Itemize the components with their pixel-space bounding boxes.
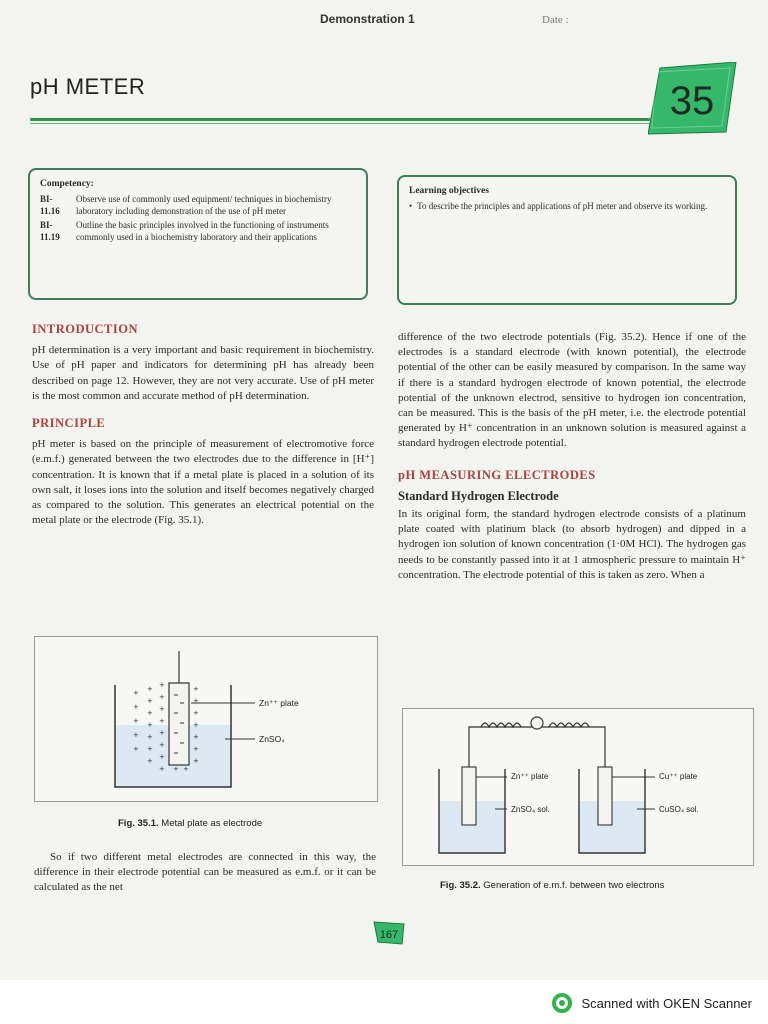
page-number-badge (372, 920, 406, 946)
left-column (32, 322, 374, 528)
fig2-caption-text: Generation of e.m.f. between two electrons (483, 880, 665, 891)
svg-text:+: + (193, 697, 199, 705)
chapter-number: 35 (669, 79, 715, 123)
svg-text:+: + (147, 757, 153, 765)
svg-text:+: + (193, 757, 199, 765)
objective-text: To describe the principles and applications of pH meter and observe its working. (417, 201, 708, 211)
left-bottom-text: So if two different metal electrodes are connected in this way, the difference in their electrode potential can be measured as e.m.f. or it can be calculated as the net (34, 851, 376, 894)
competency-box (28, 168, 368, 300)
svg-text:+: + (193, 733, 199, 741)
svg-text:+: + (183, 765, 189, 773)
emf-diagram (403, 709, 753, 865)
fig2-caption (440, 880, 664, 891)
learning-objectives-heading: Learning objectives (409, 186, 489, 196)
fig2-label-znso4: ZnSO₄ sol. (511, 805, 550, 814)
competency-code: BI-11.16 (40, 194, 60, 216)
electrodes-text: In its original form, the standard hydrogen electrode consists of a platinum plate coated with platinum black (to absorb hydrogen) and dipped in a hydrogen ion solution of known concentration (1·0M HCl). The hydrogen gas needs to be constantly passed into it at 1 atmospheric pressure to maintain H⁺ concentration. The electrode potential of this is taken as zero. When a (398, 508, 746, 581)
svg-text:+: + (133, 717, 139, 725)
svg-text:+: + (159, 765, 165, 773)
scanner-watermark (551, 992, 752, 1014)
introduction-heading: INTRODUCTION (32, 322, 139, 336)
principle-text: pH meter is based on the principle of measurement of electromotive force (e.m.f.) generated between the two electrodes due to the difference in [H⁺] concentration. It is known that if a metal plate is placed in a solution of its own salt, it loses ions into the solution and itself becomes negatively charged as compared to the solution. This generates an electrical potential on the metal plate or the electrode (Fig. 35.1). (32, 438, 374, 527)
competency-code: BI-11.19 (40, 220, 60, 242)
svg-text:+: + (193, 721, 199, 729)
svg-text:+: + (147, 709, 153, 717)
left-bottom-paragraph (34, 850, 376, 896)
fig2-caption-number: Fig. 35.2. (440, 880, 481, 891)
electrodes-heading: pH MEASURING ELECTRODES (398, 467, 596, 482)
page-number: 167 (379, 929, 399, 941)
fig1-caption (118, 818, 262, 829)
competency-text: Observe use of commonly used equipment/ techniques in biochemistry laboratory including demonstration of the use of pH meter (76, 194, 332, 216)
fig1-caption-text: Metal plate as electrode (161, 818, 263, 829)
svg-text:+: + (133, 703, 139, 711)
svg-text:+: + (159, 717, 165, 725)
right-column (398, 330, 746, 583)
figure-35-2 (402, 708, 754, 866)
title-underline-thin (30, 123, 650, 124)
svg-text:+: + (159, 681, 165, 689)
svg-text:+: + (159, 753, 165, 761)
svg-text:+: + (159, 741, 165, 749)
chapter-badge (648, 62, 738, 136)
svg-text:+: + (193, 745, 199, 753)
introduction-text: pH determination is a very important and basic requirement in biochemistry. Use of pH paper and indicators for determining pH has already been described on page 12. However, they are not very accurate. Use of pH meter is the most common and accurate method of pH determination. (32, 344, 374, 402)
demonstration-header: Demonstration 1 (320, 12, 415, 26)
competency-item (40, 193, 356, 217)
bullet-icon: • (409, 201, 413, 211)
fig1-caption-number: Fig. 35.1. (118, 818, 159, 829)
svg-text:+: + (159, 705, 165, 713)
objective-item (409, 200, 725, 212)
competency-text: Outline the basic principles involved in the functioning of instruments commonly used in a biochemistry laboratory and their applications (76, 220, 329, 242)
svg-text:+: + (147, 685, 153, 693)
svg-text:+: + (147, 733, 153, 741)
right-top-text: difference of the two electrode potentials (Fig. 35.2). Hence if one of the electrodes is a standard electrode (with known potential), the electrode potential of the other can be easily measured by comparison. In the same way if there is a standard hydrogen electrode of known potential, the electrode potential of the unknown electrod, sensitive to hydrogen ion concentration, can be measured. This is the basis of the pH meter, i.e. the electrode potential generated by H⁺ concentration in an unknown solution is measured against a standard hydrogen electrode potential. (398, 331, 746, 450)
competency-item (40, 219, 356, 243)
title-underline (30, 118, 650, 121)
date-label: Date : (542, 14, 569, 26)
svg-text:+: + (133, 731, 139, 739)
metal-plate-diagram (35, 637, 377, 801)
svg-text:+: + (133, 745, 139, 753)
svg-text:+: + (193, 685, 199, 693)
figure-35-1 (34, 636, 378, 802)
learning-objectives-box (397, 175, 737, 305)
svg-text:+: + (147, 697, 153, 705)
electrodes-subheading: Standard Hydrogen Electrode (398, 488, 559, 503)
oken-logo-icon (551, 992, 573, 1014)
principle-heading: PRINCIPLE (32, 416, 106, 431)
svg-text:+: + (193, 709, 199, 717)
fig2-label-cu-plate: Cu⁺⁺ plate (659, 772, 698, 781)
fig2-label-cuso4: CuSO₄ sol. (659, 805, 699, 814)
fig1-label-solution: ZnSO₄ (259, 734, 285, 744)
svg-text:+: + (159, 693, 165, 701)
page-title: pH METER (30, 74, 146, 99)
svg-text:+: + (159, 729, 165, 737)
svg-text:+: + (147, 721, 153, 729)
scanner-text: Scanned with OKEN Scanner (581, 995, 752, 1011)
fig2-label-zn-plate: Zn⁺⁺ plate (511, 772, 549, 781)
fig1-label-plate: Zn⁺⁺ plate (259, 698, 299, 708)
svg-text:+: + (133, 689, 139, 697)
competency-heading: Competency: (40, 179, 94, 189)
svg-text:+: + (147, 745, 153, 753)
svg-text:+: + (173, 765, 179, 773)
